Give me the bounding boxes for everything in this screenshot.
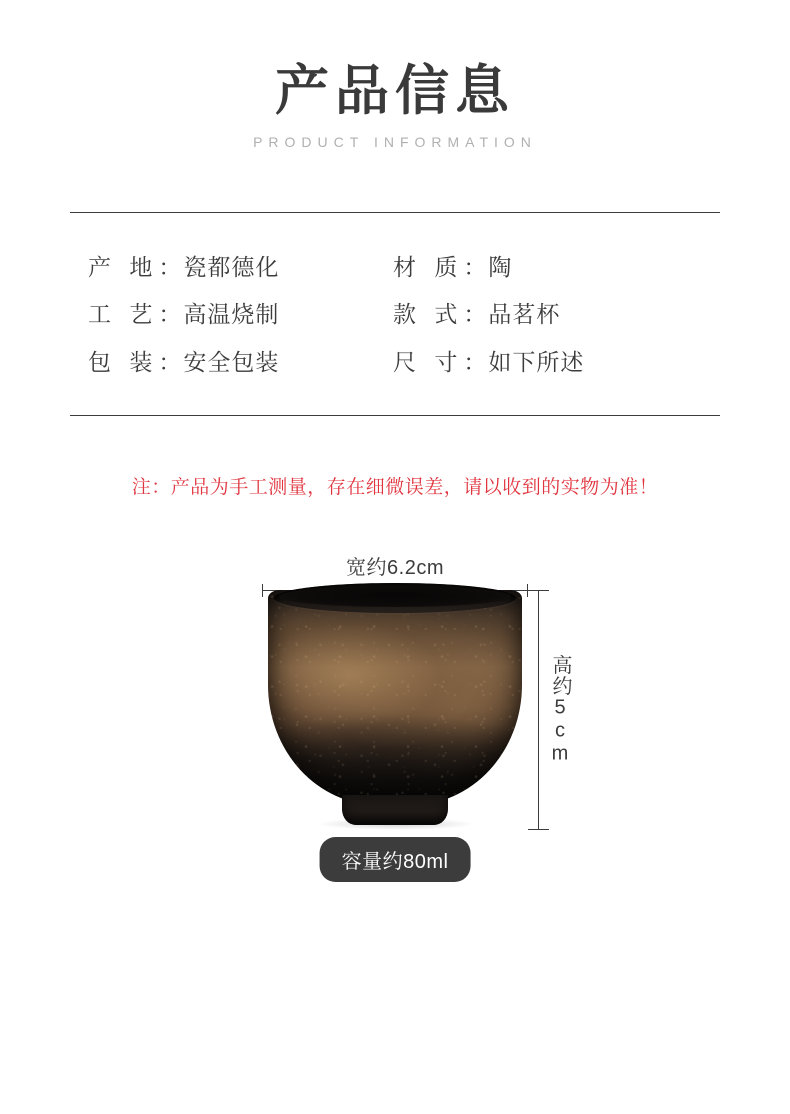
capacity-badge: 容量约80ml bbox=[320, 837, 471, 882]
height-cap-top-icon bbox=[528, 590, 549, 591]
spec-row bbox=[88, 350, 393, 375]
height-dimension-line bbox=[538, 590, 539, 830]
spec-column-right bbox=[393, 255, 713, 375]
spec-row bbox=[88, 255, 393, 280]
spec-value: 高温烧制 bbox=[183, 301, 280, 328]
page-subtitle: PRODUCT INFORMATION bbox=[253, 134, 537, 151]
spec-value: 如下所述 bbox=[488, 348, 585, 375]
width-cap-left-icon bbox=[262, 584, 263, 597]
spec-row bbox=[88, 302, 393, 327]
spec-label: 包 装 bbox=[88, 348, 159, 375]
cup-shadow bbox=[316, 818, 476, 830]
spec-value: 陶 bbox=[488, 254, 513, 281]
height-cap-bottom-icon bbox=[528, 829, 549, 830]
spec-row bbox=[393, 255, 713, 280]
spec-label: 工 艺 bbox=[88, 301, 159, 328]
divider-bottom bbox=[70, 415, 720, 416]
spec-row bbox=[393, 302, 713, 327]
spec-value: 瓷都德化 bbox=[183, 254, 280, 281]
height-dimension bbox=[528, 590, 571, 830]
spec-colon: ： bbox=[463, 301, 487, 328]
page-title: 产品信息 bbox=[275, 61, 515, 121]
specification-table bbox=[70, 213, 720, 415]
spec-label: 材 质 bbox=[393, 254, 464, 281]
spec-colon: ： bbox=[158, 301, 182, 328]
spec-value: 安全包装 bbox=[183, 348, 280, 375]
spec-label: 产 地 bbox=[88, 254, 159, 281]
product-image-cup bbox=[268, 590, 522, 830]
spec-colon: ： bbox=[158, 348, 182, 375]
specification-section bbox=[70, 212, 720, 499]
cup-body bbox=[268, 590, 522, 805]
spec-column-left bbox=[88, 255, 393, 375]
cup-rim bbox=[274, 583, 516, 613]
spec-label: 尺 寸 bbox=[393, 348, 464, 375]
width-dimension-label: 宽约6.2cm bbox=[346, 556, 444, 579]
product-figure bbox=[0, 535, 790, 905]
spec-label: 款 式 bbox=[393, 301, 464, 328]
spec-value: 品茗杯 bbox=[488, 301, 561, 328]
spec-colon: ： bbox=[463, 348, 487, 375]
height-dimension-label: 高约5cm bbox=[549, 654, 571, 766]
page-header bbox=[0, 0, 790, 150]
spec-row bbox=[393, 350, 713, 375]
spec-colon: ： bbox=[158, 254, 182, 281]
measurement-note: 注：产品为手工测量，存在细微误差，请以收到的实物为准！ bbox=[131, 476, 659, 498]
spec-colon: ： bbox=[463, 254, 487, 281]
